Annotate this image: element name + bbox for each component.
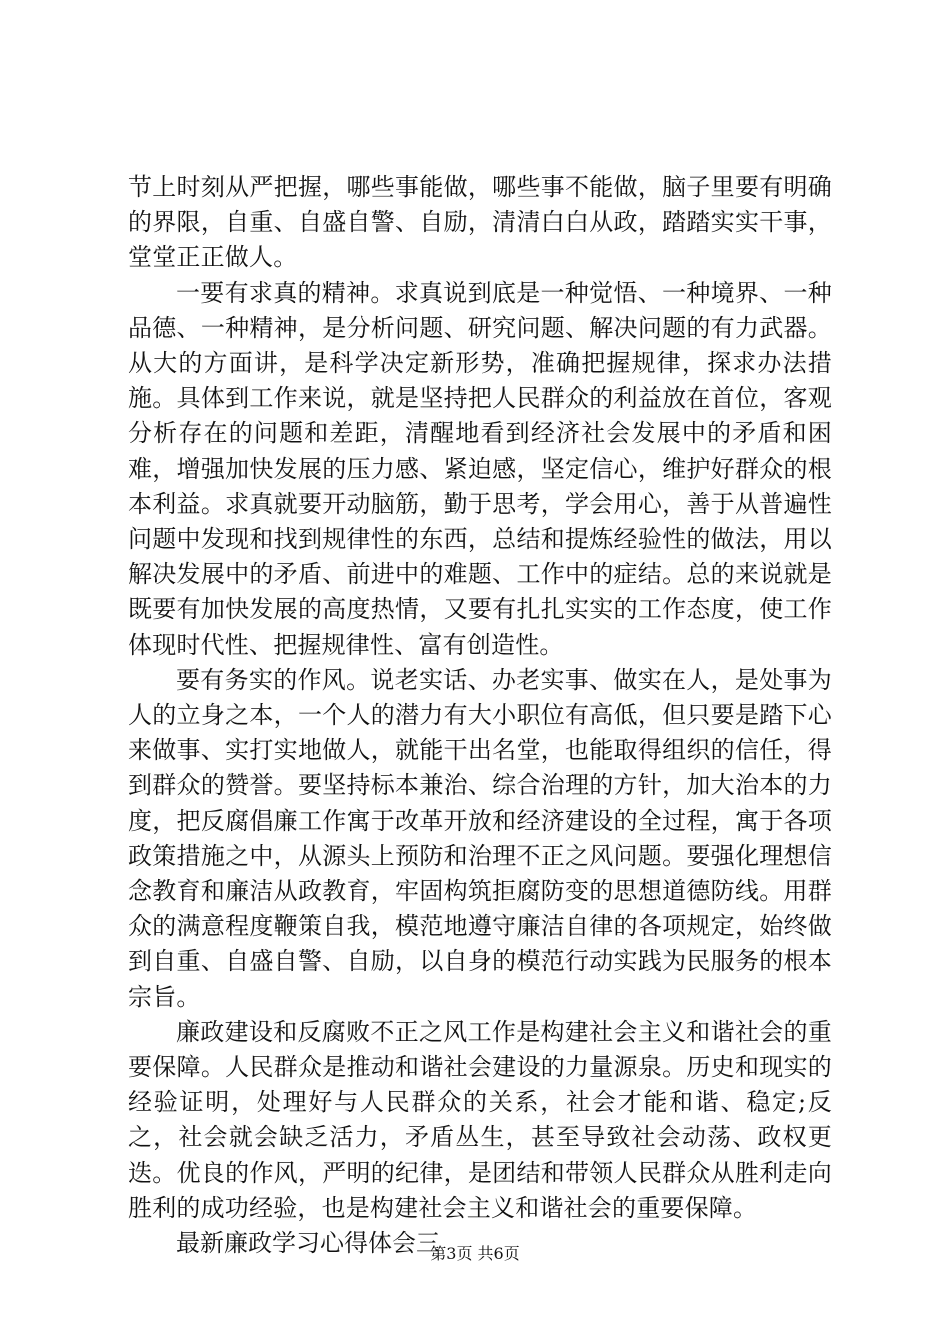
paragraph-practical-style: 要有务实的作风。说老实话、办老实事、做实在人，是处事为人的立身之本，一个人的潜力有大小职位有高低，但只要是踏下心来做事、实打实地做人，就能干出名堂，也能取得组织的信任，得到群众的赞誉。要坚持标本兼治、综合治理的方针，加大治本的力度，把反腐倡廉工作寓于改革开放和经济建设的全过程，寓于各项政策措施之中，从源头上预防和治理不正之风问题。要强化理想信念教育和廉洁从政教育，牢固构筑拒腐防变的思想道德防线。用群众的满意程度鞭策自我，模范地遵守廉洁自律的各项规定，始终做到自重、自盛自警、自励，以自身的模范行动实践为民服务的根本宗旨。 xyxy=(128,665,832,1011)
paragraph-seeking-truth: 一要有求真的精神。求真说到底是一种觉悟、一种境界、一种品德、一种精神，是分析问题、研究问题、解决问题的有力武器。从大的方面讲，是科学决定新形势，准确把握规律，探求办法措施。具体到工作来说，就是坚持把人民群众的利益放在首位，客观分析存在的问题和差距，清醒地看到经济社会发展中的矛盾和困难，增强加快发展的压力感、紧迫感，坚定信心，维护好群众的根本利益。求真就要开动脑筋，勤于思考，学会用心，善于从普遍性问题中发现和找到规律性的东西，总结和提炼经验性的做法，用以解决发展中的矛盾、前进中的难题、工作中的症结。总的来说就是既要有加快发展的高度热情，又要有扎扎实实的工作态度，使工作体现时代性、把握规律性、富有创造性。 xyxy=(128,278,832,659)
section-heading: 最新廉政学习心得体会三 xyxy=(176,1229,440,1258)
paragraph-continuation: 节上时刻从严把握，哪些事能做，哪些事不能做，脑子里要有明确的界限，自重、自盛自警、自励，清清白白从政，踏踏实实干事，堂堂正正做人。 xyxy=(128,173,832,272)
page-number-label: 第3页 共6页 xyxy=(430,1244,520,1263)
document-body xyxy=(128,170,832,1261)
page-footer xyxy=(0,1244,950,1264)
paragraph-clean-government: 廉政建设和反腐败不正之风工作是构建社会主义和谐社会的重要保障。人民群众是推动和谐社会建设的力量源泉。历史和现实的经验证明，处理好与人民群众的关系，社会才能和谐、稳定;反之，社会就会缺乏活力，矛盾丛生，甚至导致社会动荡、政权更迭。优良的作风，严明的纪律，是团结和带领人民群众从胜利走向胜利的成功经验，也是构建社会主义和谐社会的重要保障。 xyxy=(128,1017,832,1222)
